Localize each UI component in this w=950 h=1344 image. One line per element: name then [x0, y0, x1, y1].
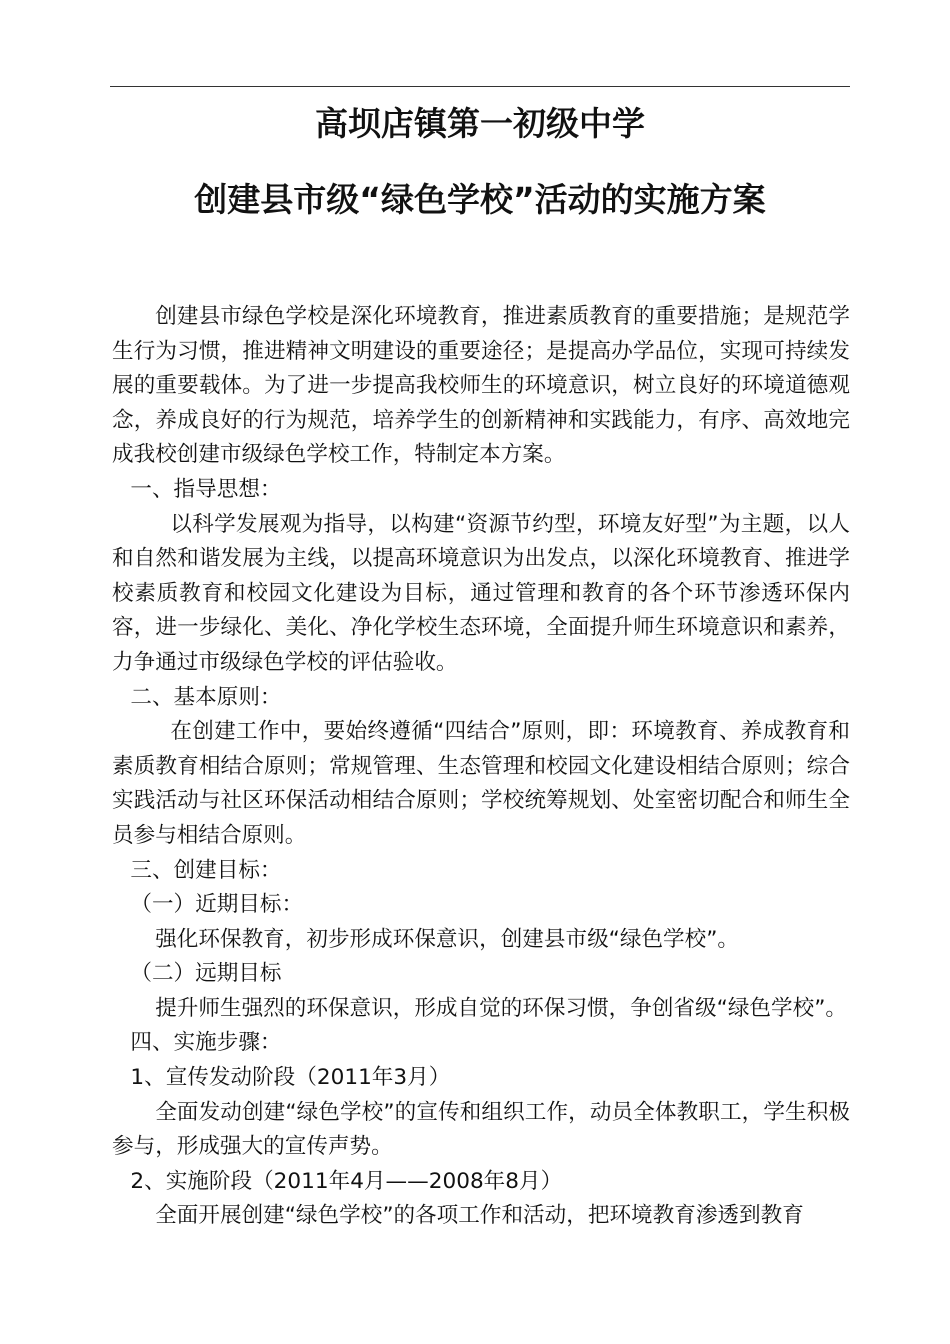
goal-short-term-heading: （一）近期目标：	[130, 892, 304, 918]
section-heading-goals: 三、创建目标：	[130, 857, 282, 883]
step-2-heading: 2、实施阶段（2011年4月——2008年8月）	[130, 1168, 563, 1194]
header-rule	[110, 86, 850, 87]
goal-long-term-text: 提升师生强烈的环保意识，形成自觉的环保习惯，争创省级“绿色学校”。	[155, 995, 847, 1021]
goal-long-term-heading: （二）远期目标	[130, 961, 282, 987]
basic-principles-paragraph: 在创建工作中，要始终遵循“四结合”原则，即：环境教育、养成教育和素质教育相结合原则；常规管理、生态管理和校园文化建设相结合原则；综合实践活动与社区环保活动相结合原则；学校统筹规划、处室密切配合和师生全员参与相结合原则。	[112, 719, 850, 848]
document-title-school: 高坝店镇第一初级中学	[315, 104, 645, 143]
goal-short-term-text: 强化环保教育，初步形成环保意识，创建县市级“绿色学校”。	[155, 926, 740, 952]
document-body	[112, 300, 850, 1234]
step-2-paragraph: 全面开展创建“绿色学校”的各项工作和活动，把环境教育渗透到教育	[155, 1203, 804, 1229]
section-heading-basic-principles: 二、基本原则：	[130, 684, 282, 710]
document-title-plan: 创建县市级“绿色学校”活动的实施方案	[194, 180, 766, 219]
section-heading-steps: 四、实施步骤：	[130, 1030, 282, 1056]
guiding-ideology-paragraph: 以科学发展观为指导，以构建“资源节约型，环境友好型”为主题，以人和自然和谐发展为主线，以提高环境意识为出发点，以深化环境教育、推进学校素质教育和校园文化建设为目标，通过管理和教育的各个环节渗透环保内容，进一步绿化、美化、净化学校生态环境，全面提升师生环境意识和素养，力争通过市级绿色学校的评估验收。	[112, 511, 850, 675]
step-1-heading: 1、宣传发动阶段（2011年3月）	[130, 1065, 451, 1091]
step-1-paragraph: 全面发动创建“绿色学校”的宣传和组织工作，动员全体教职工，学生积极参与，形成强大的宣传声势。	[112, 1099, 850, 1160]
section-heading-guiding-ideology: 一、指导思想：	[130, 476, 282, 502]
intro-paragraph: 创建县市绿色学校是深化环境教育，推进素质教育的重要措施；是规范学生行为习惯，推进精神文明建设的重要途径；是提高办学品位，实现可持续发展的重要载体。为了进一步提高我校师生的环境意识，树立良好的环境道德观念，养成良好的行为规范，培养学生的创新精神和实践能力，有序、高效地完成我校创建市级绿色学校工作，特制定本方案。	[112, 304, 850, 468]
